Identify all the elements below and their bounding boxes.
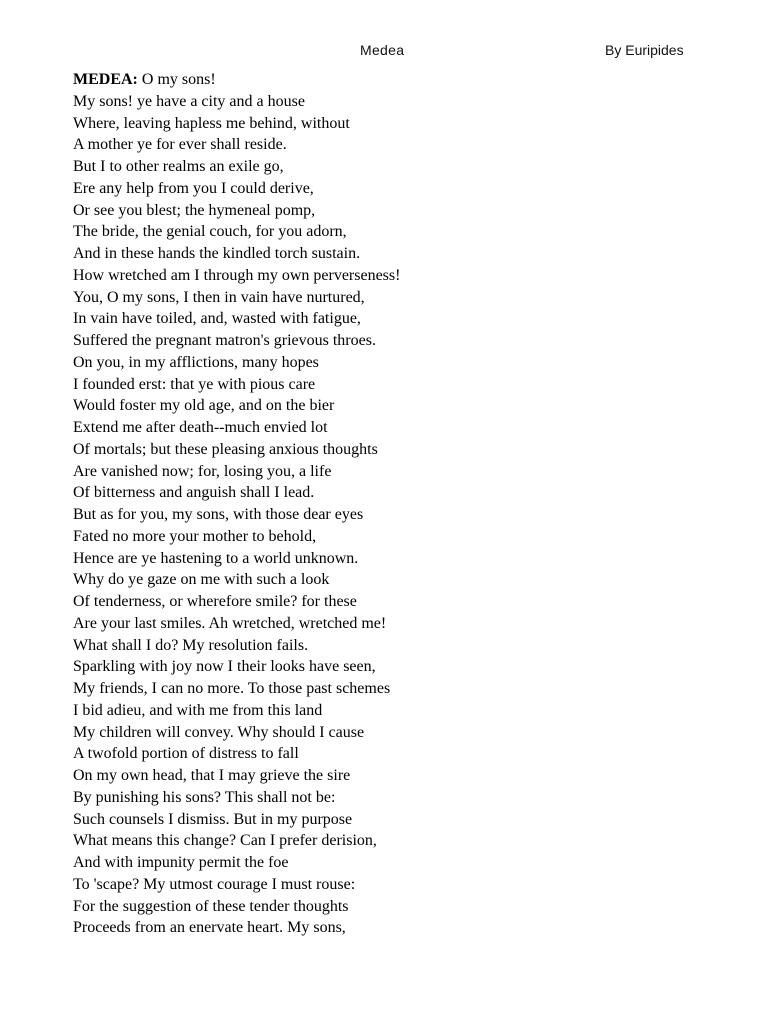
verse-line: And in these hands the kindled torch sustain. <box>73 245 361 262</box>
verse-line: How wretched am I through my own perverseness! <box>73 266 401 284</box>
verse-line: Are vanished now; for, losing you, a life <box>73 462 332 480</box>
verse-line: By punishing his sons? This shall not be: <box>73 788 336 806</box>
verse-line: Why do ye gaze on me with such a look <box>73 571 330 589</box>
verse-line: The bride, the genial couch, for you adorn, <box>73 223 347 241</box>
verse-line: Hence are ye hastening to a world unknown. <box>73 549 359 567</box>
verse-line: A twofold portion of distress to fall <box>73 745 299 763</box>
speech-first-line <box>73 69 733 91</box>
verse-line: Are your last smiles. Ah wretched, wretched me! <box>73 614 387 632</box>
verse-line: Of mortals; but these pleasing anxious thoughts <box>73 440 378 458</box>
header-title: Medea <box>360 42 405 58</box>
verse-line: Would foster my old age, and on the bier <box>73 397 335 415</box>
verse-line: But as for you, my sons, with those dear eyes <box>73 506 364 523</box>
header-author: By Euripides <box>605 42 684 58</box>
verse-line: Extend me after death--much envied lot <box>73 419 328 436</box>
speech-opening: O my sons! <box>141 71 216 88</box>
verse-line: On you, in my afflictions, many hopes <box>73 353 319 371</box>
verse-line: Or see you blest; the hymeneal pomp, <box>73 201 316 219</box>
verse-line: And with impunity permit the foe <box>73 854 289 871</box>
speaker-name: MEDEA: <box>73 71 138 88</box>
verse-line: Proceeds from an enervate heart. My sons, <box>73 919 346 937</box>
verse-line: My sons! ye have a city and a house <box>73 92 305 110</box>
verse-line: A mother ye for ever shall reside. <box>73 136 287 154</box>
verse-line: What shall I do? My resolution fails. <box>73 636 309 654</box>
verse-line: Where, leaving hapless me behind, without <box>73 114 350 132</box>
verse-line: Of tenderness, or wherefore smile? for these <box>73 593 357 610</box>
verse-line: Suffered the pregnant matron's grievous throes. <box>73 332 376 349</box>
verse-line: But I to other realms an exile go, <box>73 158 284 175</box>
verse-line: In vain have toiled, and, wasted with fatigue, <box>73 310 361 328</box>
verse-line: Such counsels I dismiss. But in my purpose <box>73 810 353 828</box>
page-header <box>0 42 768 62</box>
verse-line: Ere any help from you I could derive, <box>73 179 314 197</box>
verse-line: Sparkling with joy now I their looks have seen, <box>73 658 376 676</box>
verse-line: I founded erst: that ye with pious care <box>73 375 316 393</box>
verse-line: To 'scape? My utmost courage I must rouse: <box>73 875 356 893</box>
speech-text <box>73 69 733 939</box>
verse-line: My friends, I can no more. To those past schemes <box>73 680 391 697</box>
verse-line: My children will convey. Why should I cause <box>73 723 365 741</box>
verse-line: Of bitterness and anguish shall I lead. <box>73 484 315 502</box>
verse-line: What means this change? Can I prefer derision, <box>73 832 377 850</box>
verse-line: You, O my sons, I then in vain have nurtured, <box>73 288 365 306</box>
verse-line: I bid adieu, and with me from this land <box>73 701 323 719</box>
verse-line: For the suggestion of these tender thoughts <box>73 897 349 915</box>
verse-line: Fated no more your mother to behold, <box>73 527 317 545</box>
verse-line: On my own head, that I may grieve the sire <box>73 767 351 784</box>
